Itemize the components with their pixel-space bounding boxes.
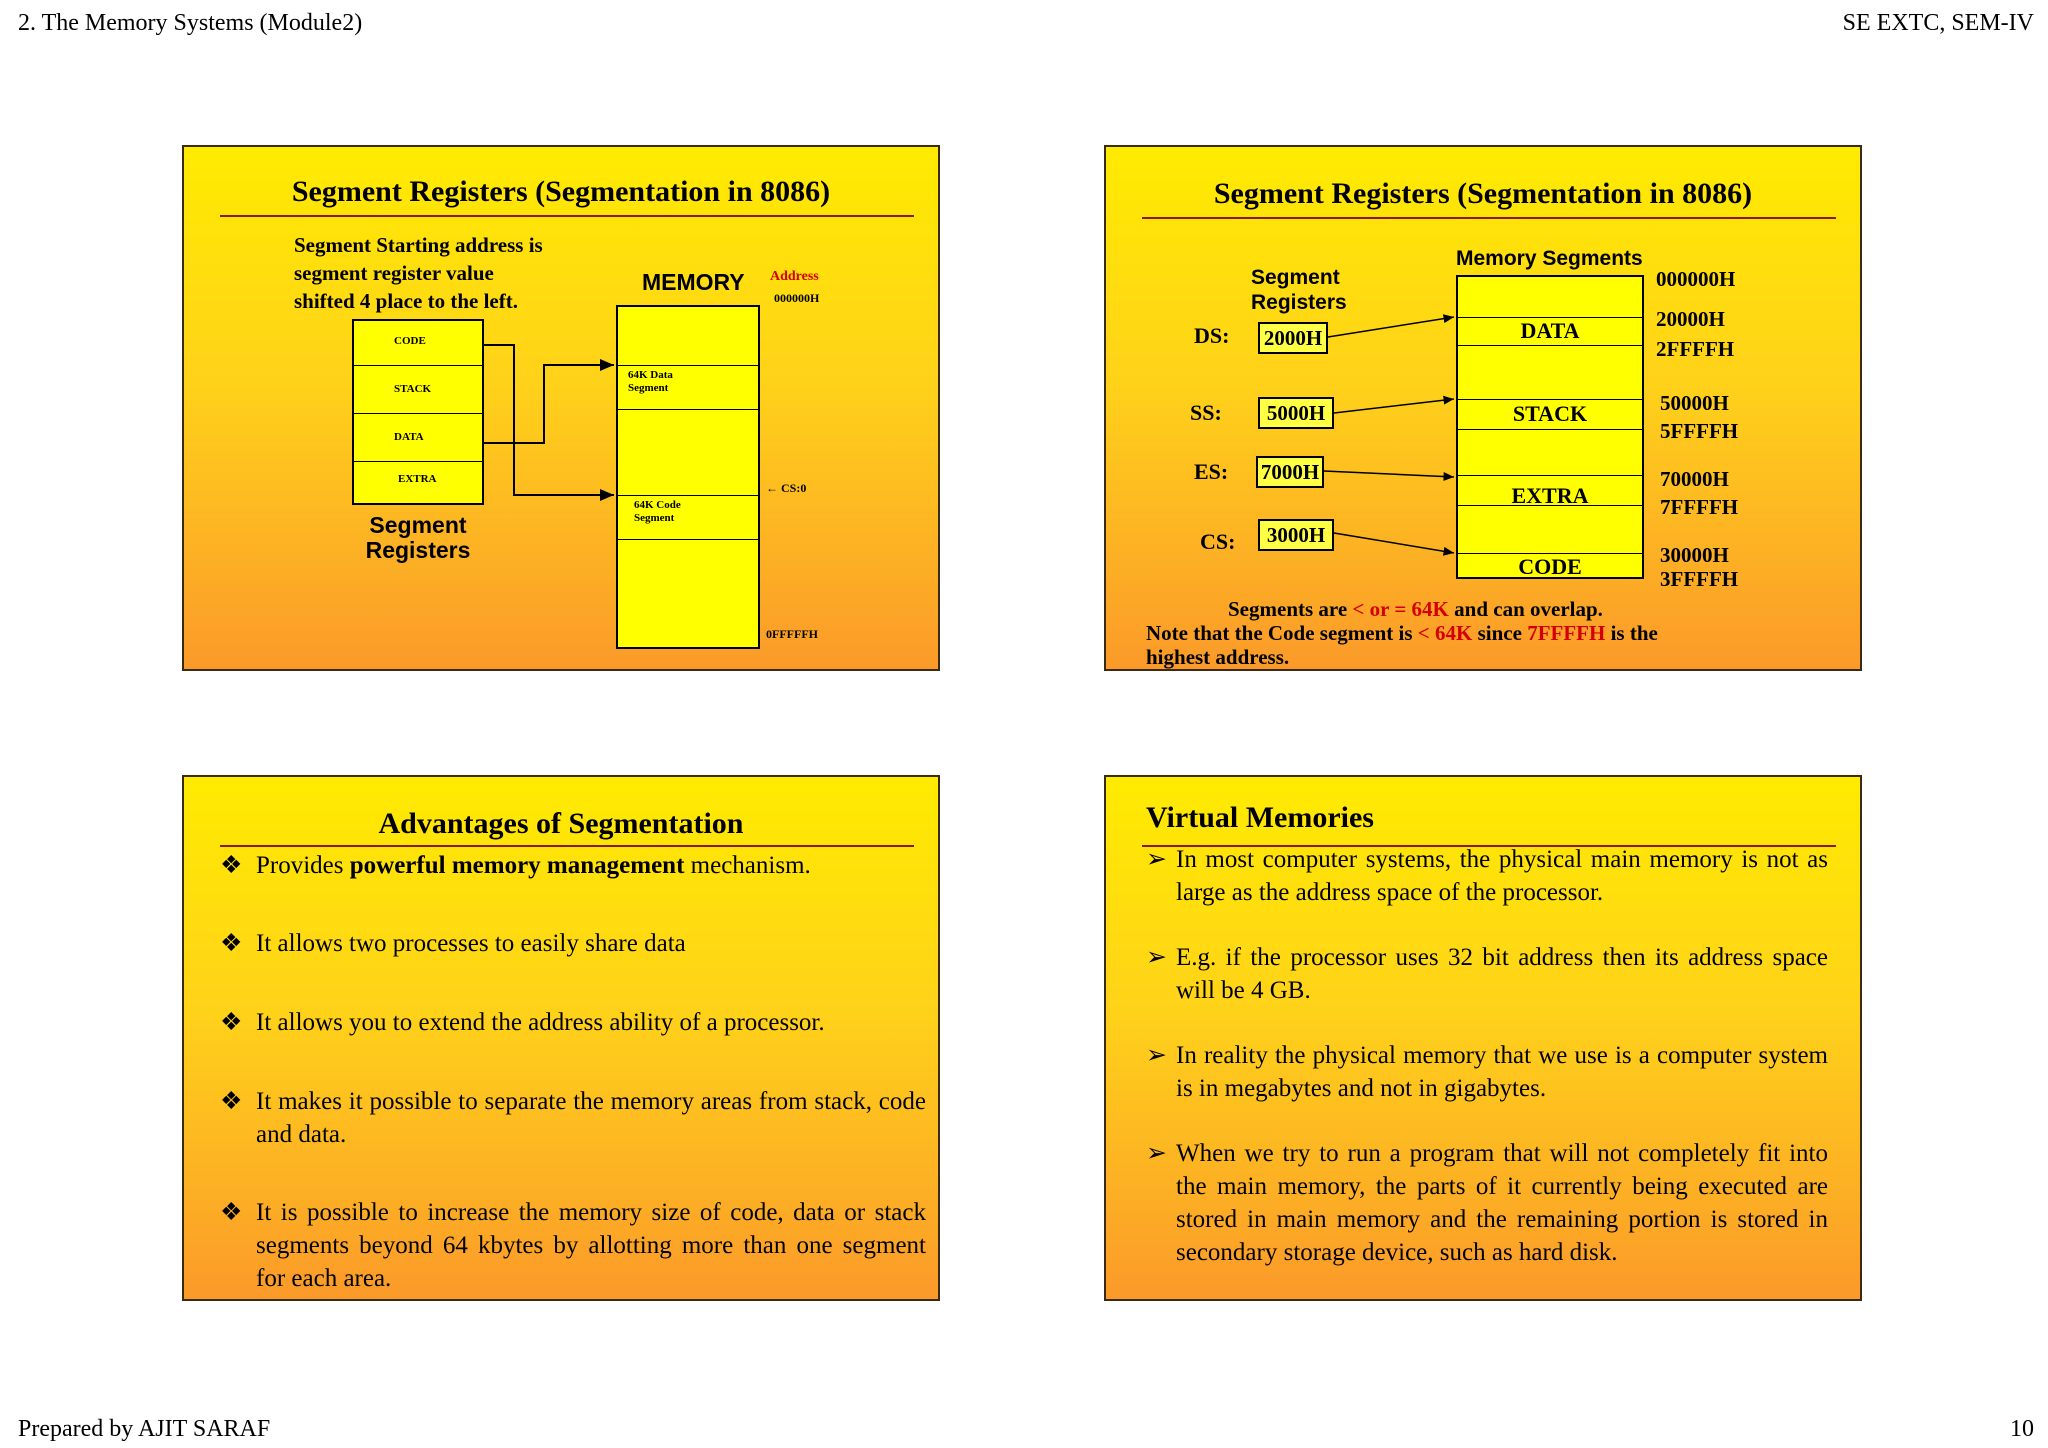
arrow-bullet-icon: ➢: [1146, 1042, 1167, 1069]
diamond-bullet-icon: ❖: [220, 1199, 243, 1226]
reg-code: CODE: [394, 335, 426, 347]
addr-7: 30000H: [1660, 543, 1729, 567]
reg-cs-label: CS:: [1200, 529, 1236, 554]
addr-1: 20000H: [1656, 307, 1725, 331]
note-line-3: highest address.: [1146, 645, 1290, 669]
seg-data: DATA: [1520, 318, 1580, 343]
address-label: Address: [770, 269, 819, 284]
mem-data-segment: 64K Data Segment: [628, 369, 673, 394]
addr-3: 50000H: [1660, 391, 1729, 415]
addr-0: 000000H: [1656, 267, 1736, 291]
header-right: SE EXTC, SEM-IV: [1842, 10, 2034, 36]
desc-line: Segment Starting address is: [294, 233, 543, 257]
caption-line: Segment: [369, 512, 467, 538]
reg-ss-value: 5000H: [1258, 397, 1334, 429]
arrow-bullet-icon: ➢: [1146, 846, 1167, 873]
reg-es-value: 7000H: [1256, 456, 1324, 488]
page-number: 10: [2010, 1416, 2034, 1442]
reg-ds-value: 2000H: [1258, 322, 1328, 354]
addr-2: 2FFFFH: [1656, 337, 1735, 361]
reg-ss-label: SS:: [1190, 400, 1222, 425]
desc-line: shifted 4 place to the left.: [294, 289, 518, 313]
desc-line: segment register value: [294, 261, 494, 285]
reg-stack: STACK: [394, 383, 432, 395]
adv-text-3: It allows you to extend the address ability of a processor.: [256, 1009, 825, 1036]
diamond-bullet-icon: ❖: [220, 930, 243, 957]
seg-extra: EXTRA: [1511, 483, 1589, 508]
vm-text-1: In most computer systems, the physical main memory is not as large as the address space of the processor.: [1176, 846, 1828, 906]
cs-zero-label: ← CS:0: [766, 481, 807, 495]
vm-text-3: In reality the physical memory that we use is a computer system is in megabytes and not in gigabytes.: [1176, 1042, 1828, 1102]
adv-text-4: It makes it possible to separate the memory areas from stack, code and data.: [256, 1088, 926, 1148]
adv-text-2: It allows two processes to easily share data: [256, 930, 686, 957]
diamond-bullet-icon: ❖: [220, 1088, 243, 1115]
addr-top: 000000H: [774, 291, 820, 305]
arrow-bullet-icon: ➢: [1146, 1140, 1167, 1167]
adv-text-1: Provides powerful memory management mechanism.: [256, 852, 811, 879]
vm-text-4: When we try to run a program that will not completely fit into the main memory, the parts of it currently being executed are stored in main memory and the remaining portion is stored in secondary storage device, such as hard disk.: [1176, 1140, 1828, 1266]
addr-bottom: 0FFFFFH: [766, 627, 818, 641]
slide1-arrows: [184, 147, 940, 671]
diamond-bullet-icon: ❖: [220, 1009, 243, 1036]
reg-extra: EXTRA: [398, 473, 437, 485]
seg-reg-title: Segment Registers: [1251, 266, 1347, 314]
reg-cs-value: 3000H: [1258, 519, 1334, 551]
diamond-bullet-icon: ❖: [220, 852, 243, 879]
reg-ds-label: DS:: [1194, 323, 1230, 348]
memory-label: MEMORY: [642, 269, 745, 295]
caption-line: Registers: [365, 537, 471, 563]
slide-virtual-memories: [1104, 775, 1862, 1301]
mem-code-segment: 64K Code Segment: [634, 499, 681, 524]
addr-8: 3FFFFH: [1660, 567, 1739, 591]
adv-text-5: It is possible to increase the memory size of code, data or stack segments beyond 64 kbytes by allotting more than one segment for each area.: [256, 1199, 926, 1292]
vm-text-2: E.g. if the processor uses 32 bit address then its address space will be 4 GB.: [1176, 944, 1828, 1004]
slide-segment-registers-2: [1104, 145, 1862, 671]
slide2-title: Segment Registers (Segmentation in 8086): [1213, 177, 1753, 210]
seg-code: CODE: [1518, 554, 1582, 579]
note-line-2: Note that the Code segment is < 64K since 7FFFFH is the: [1146, 621, 1658, 645]
mem-segments-title: Memory Segments: [1456, 247, 1643, 270]
slide2-arrows: [1106, 147, 1862, 671]
footer-left: Prepared by AJIT SARAF: [18, 1416, 271, 1442]
slide1-title: Segment Registers (Segmentation in 8086): [291, 175, 831, 208]
header-left: 2. The Memory Systems (Module2): [18, 10, 363, 36]
reg-es-label: ES:: [1194, 459, 1229, 484]
seg-stack: STACK: [1512, 401, 1588, 426]
note-line-1: Segments are < or = 64K and can overlap.: [1228, 597, 1603, 621]
addr-6: 7FFFFH: [1660, 495, 1739, 519]
addr-5: 70000H: [1660, 467, 1729, 491]
reg-data: DATA: [394, 431, 424, 443]
slide3-title: Advantages of Segmentation: [378, 807, 744, 840]
arrow-bullet-icon: ➢: [1146, 944, 1167, 971]
slide3-title-rule: [220, 845, 914, 847]
slide4-title: Virtual Memories: [1146, 801, 1374, 834]
slide-advantages-of-segmentation: [182, 775, 940, 1301]
slide-segment-registers-1: [182, 145, 940, 671]
addr-4: 5FFFFH: [1660, 419, 1739, 443]
